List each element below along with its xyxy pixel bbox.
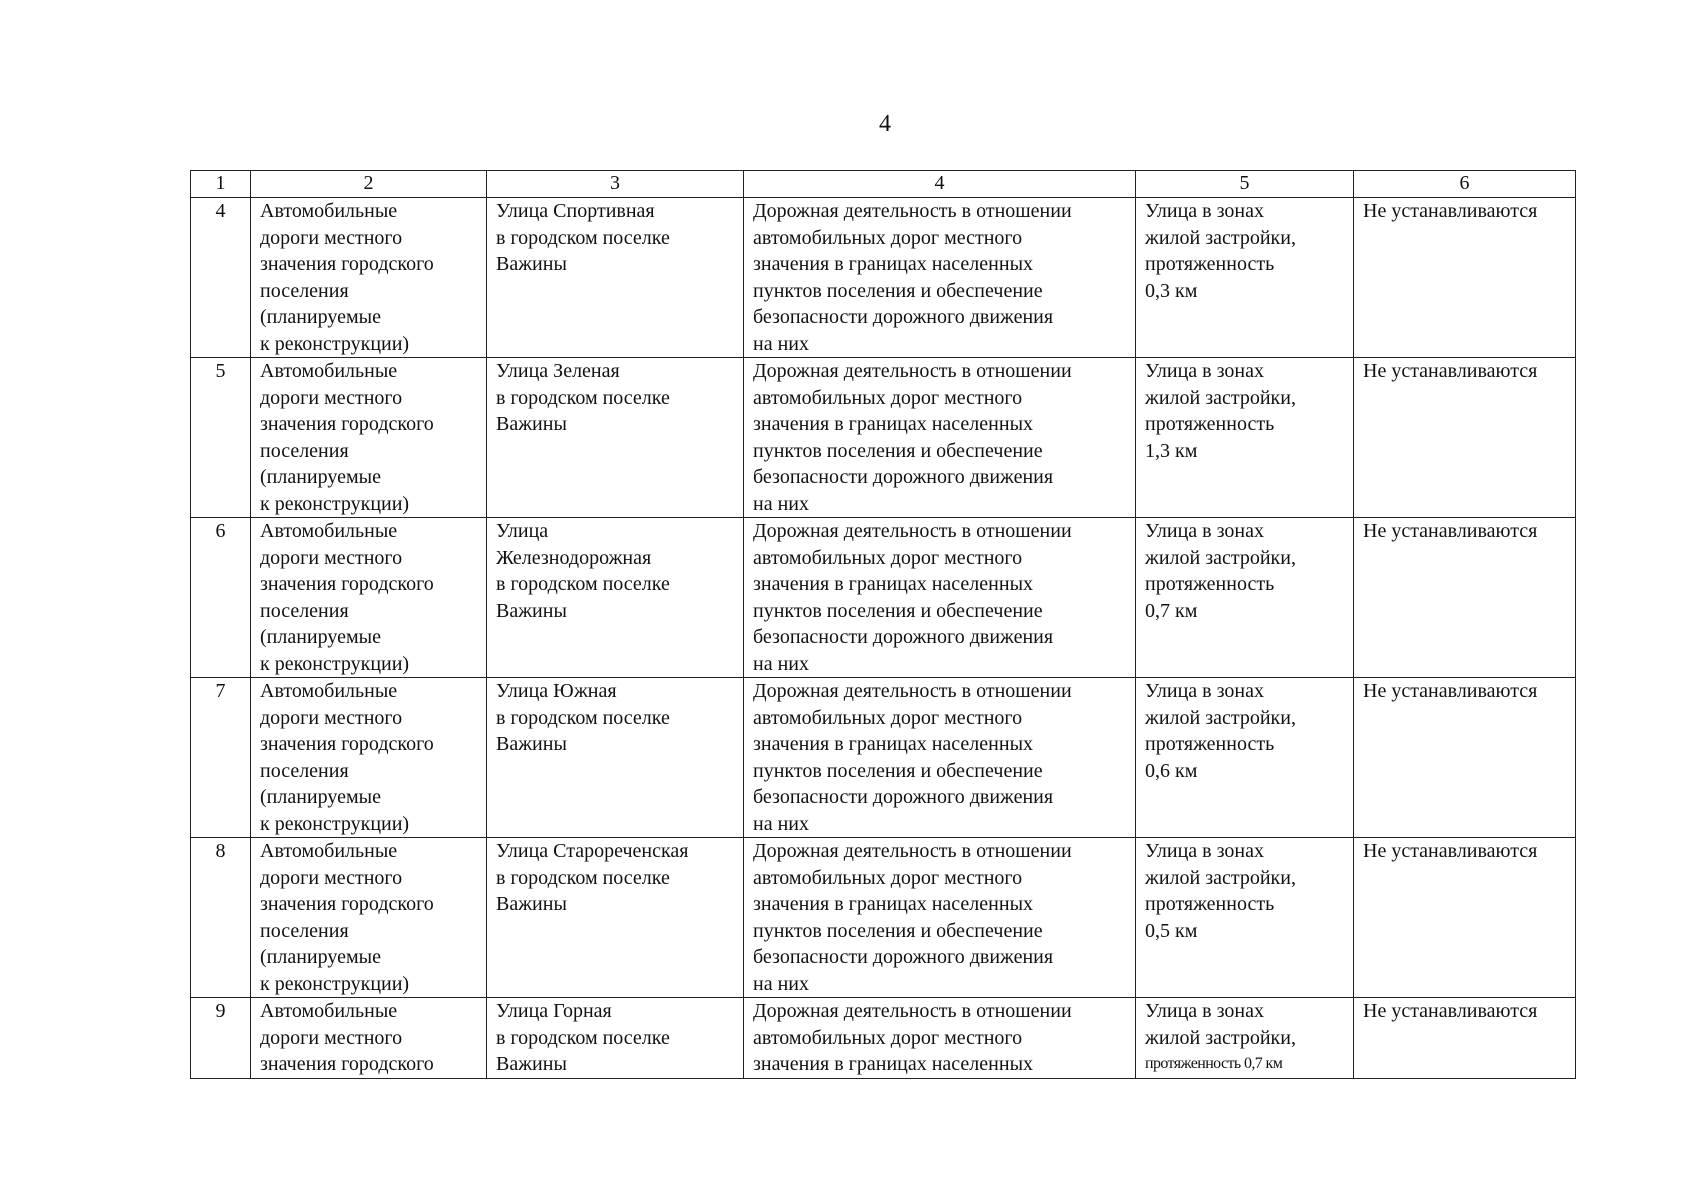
object-purpose-cell: Дорожная деятельность в отношении автомобильных дорог местного значения в границах населенных пунктов поселения и обеспечение безопасности дорожного движения на них: [744, 518, 1136, 678]
object-name-cell: Улица Железнодорожная в городском поселке Важины: [487, 518, 744, 678]
object-purpose-cell: Дорожная деятельность в отношении автомобильных дорог местного значения в границах населенных пунктов поселения и обеспечение безопасности дорожного движения на них: [744, 198, 1136, 358]
object-type-cell: Автомобильные дороги местного значения городского поселения (планируемые к реконструкции): [251, 678, 487, 838]
object-zones-cell: Не устанавливаются: [1354, 518, 1576, 678]
object-purpose-cell: Дорожная деятельность в отношении автомобильных дорог местного значения в границах населенных пунктов поселения и обеспечение безопасности дорожного движения на них: [744, 358, 1136, 518]
object-zones-cell: Не устанавливаются: [1354, 998, 1576, 1079]
object-zones-cell: Не устанавливаются: [1354, 678, 1576, 838]
object-type-cell: Автомобильные дороги местного значения городского поселения (планируемые к реконструкции): [251, 518, 487, 678]
object-purpose-cell: Дорожная деятельность в отношении автомобильных дорог местного значения в границах населенных пунктов поселения и обеспечение безопасности дорожного движения на них: [744, 678, 1136, 838]
object-zones-cell: Не устанавливаются: [1354, 358, 1576, 518]
row-number: 6: [191, 518, 251, 678]
table-row: [191, 198, 1576, 358]
characteristics-length-small: протяженность 0,7 км: [1145, 1055, 1283, 1072]
object-purpose-cell: Дорожная деятельность в отношении автомобильных дорог местного значения в границах населенных: [744, 998, 1136, 1079]
column-header: 3: [487, 171, 744, 198]
row-number: 7: [191, 678, 251, 838]
object-characteristics-cell: Улица в зонах жилой застройки, протяженность 0,7 км: [1136, 998, 1354, 1079]
table-row: [191, 838, 1576, 998]
column-header: 2: [251, 171, 487, 198]
column-header: 4: [744, 171, 1136, 198]
row-number: 4: [191, 198, 251, 358]
object-name-cell: Улица Южная в городском поселке Важины: [487, 678, 744, 838]
row-number: 8: [191, 838, 251, 998]
table-row: [191, 518, 1576, 678]
table-row: [191, 678, 1576, 838]
object-name-cell: Улица Спортивная в городском поселке Важины: [487, 198, 744, 358]
object-characteristics-cell: Улица в зонах жилой застройки, протяженность 0,3 км: [1136, 198, 1354, 358]
table-row: [191, 358, 1576, 518]
table-row: [191, 998, 1576, 1079]
object-characteristics-cell: Улица в зонах жилой застройки, протяженность 0,5 км: [1136, 838, 1354, 998]
object-characteristics-cell: Улица в зонах жилой застройки, протяженность 0,7 км: [1136, 518, 1354, 678]
object-name-cell: Улица Горная в городском поселке Важины: [487, 998, 744, 1079]
objects-table: [190, 170, 1576, 1079]
object-type-cell: Автомобильные дороги местного значения городского поселения (планируемые к реконструкции): [251, 198, 487, 358]
object-name-cell: Улица Старореченская в городском поселке Важины: [487, 838, 744, 998]
object-characteristics-cell: Улица в зонах жилой застройки, протяженность 0,6 км: [1136, 678, 1354, 838]
object-type-cell: Автомобильные дороги местного значения городского поселения (планируемые к реконструкции): [251, 358, 487, 518]
column-header: 1: [191, 171, 251, 198]
object-type-cell: Автомобильные дороги местного значения городского: [251, 998, 487, 1079]
object-characteristics-cell: Улица в зонах жилой застройки, протяженность 1,3 км: [1136, 358, 1354, 518]
table-header-row: [191, 171, 1576, 198]
row-number: 5: [191, 358, 251, 518]
object-type-cell: Автомобильные дороги местного значения городского поселения (планируемые к реконструкции): [251, 838, 487, 998]
page-number: 4: [879, 111, 891, 137]
column-header: 6: [1354, 171, 1576, 198]
object-purpose-cell: Дорожная деятельность в отношении автомобильных дорог местного значения в границах населенных пунктов поселения и обеспечение безопасности дорожного движения на них: [744, 838, 1136, 998]
object-name-cell: Улица Зеленая в городском поселке Важины: [487, 358, 744, 518]
object-zones-cell: Не устанавливаются: [1354, 198, 1576, 358]
object-zones-cell: Не устанавливаются: [1354, 838, 1576, 998]
column-header: 5: [1136, 171, 1354, 198]
row-number: 9: [191, 998, 251, 1079]
